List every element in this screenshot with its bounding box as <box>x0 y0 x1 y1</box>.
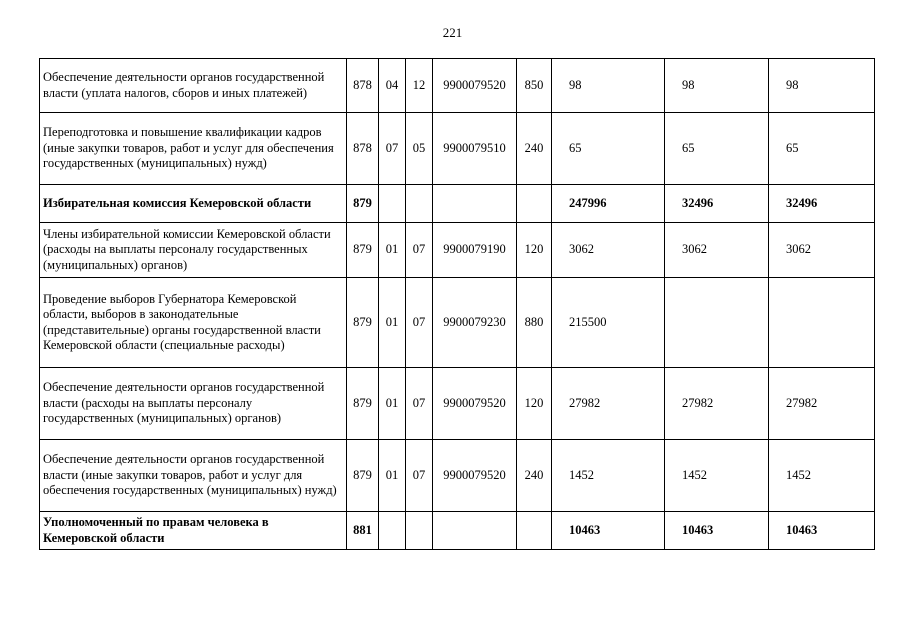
row-name-cell: Избирательная комиссия Кемеровской области <box>40 185 347 223</box>
table-row <box>40 223 875 278</box>
amount-year2-cell <box>665 278 769 368</box>
target-article-cell <box>433 185 517 223</box>
expense-type-cell <box>517 185 552 223</box>
expense-type-cell: 240 <box>517 113 552 185</box>
amount-year2-cell: 98 <box>665 59 769 113</box>
section-code-cell: 04 <box>379 59 406 113</box>
ministry-code-cell: 881 <box>347 512 379 550</box>
subsection-code-cell: 07 <box>406 440 433 512</box>
page-number: 221 <box>442 25 463 40</box>
table-row <box>40 512 875 550</box>
section-code-cell: 01 <box>379 278 406 368</box>
amount-year3-cell: 32496 <box>769 185 875 223</box>
row-name-cell: Уполномоченный по правам человека в Кемеровской области <box>40 512 347 550</box>
amount-year1-cell: 247996 <box>552 185 665 223</box>
amount-year3-cell: 65 <box>769 113 875 185</box>
row-name-cell: Проведение выборов Губернатора Кемеровской области, выборов в законодательные (представительные) органы государственной власти Кемеровской области (специальные расходы) <box>40 278 347 368</box>
table-row <box>40 185 875 223</box>
amount-year2-cell: 10463 <box>665 512 769 550</box>
subsection-code-cell <box>406 512 433 550</box>
ministry-code-cell: 879 <box>347 185 379 223</box>
target-article-cell <box>433 512 517 550</box>
ministry-code-cell: 879 <box>347 278 379 368</box>
row-name-cell: Обеспечение деятельности органов государственной власти (уплата налогов, сборов и иных платежей) <box>40 59 347 113</box>
amount-year3-cell: 27982 <box>769 368 875 440</box>
amount-year1-cell: 27982 <box>552 368 665 440</box>
section-code-cell: 01 <box>379 440 406 512</box>
row-name-cell: Обеспечение деятельности органов государственной власти (расходы на выплаты персоналу государственных (муниципальных) органов) <box>40 368 347 440</box>
table-row <box>40 59 875 113</box>
row-name-cell: Члены избирательной комиссии Кемеровской области (расходы на выплаты персоналу государственных (муниципальных) органов) <box>40 223 347 278</box>
amount-year3-cell: 98 <box>769 59 875 113</box>
amount-year1-cell: 1452 <box>552 440 665 512</box>
ministry-code-cell: 879 <box>347 223 379 278</box>
section-code-cell <box>379 512 406 550</box>
expense-type-cell <box>517 512 552 550</box>
section-code-cell: 01 <box>379 368 406 440</box>
ministry-code-cell: 878 <box>347 59 379 113</box>
amount-year2-cell: 3062 <box>665 223 769 278</box>
section-code-cell: 01 <box>379 223 406 278</box>
amount-year1-cell: 98 <box>552 59 665 113</box>
subsection-code-cell: 07 <box>406 223 433 278</box>
amount-year2-cell: 32496 <box>665 185 769 223</box>
expense-type-cell: 120 <box>517 223 552 278</box>
target-article-cell: 9900079520 <box>433 59 517 113</box>
ministry-code-cell: 878 <box>347 113 379 185</box>
amount-year1-cell: 65 <box>552 113 665 185</box>
target-article-cell: 9900079190 <box>433 223 517 278</box>
amount-year3-cell <box>769 278 875 368</box>
budget-table <box>39 58 875 550</box>
subsection-code-cell: 07 <box>406 278 433 368</box>
subsection-code-cell: 12 <box>406 59 433 113</box>
target-article-cell: 9900079510 <box>433 113 517 185</box>
expense-type-cell: 850 <box>517 59 552 113</box>
target-article-cell: 9900079520 <box>433 440 517 512</box>
section-code-cell <box>379 185 406 223</box>
amount-year1-cell: 215500 <box>552 278 665 368</box>
ministry-code-cell: 879 <box>347 368 379 440</box>
expense-type-cell: 880 <box>517 278 552 368</box>
subsection-code-cell: 05 <box>406 113 433 185</box>
amount-year2-cell: 65 <box>665 113 769 185</box>
table-row <box>40 440 875 512</box>
expense-type-cell: 240 <box>517 440 552 512</box>
amount-year2-cell: 27982 <box>665 368 769 440</box>
subsection-code-cell <box>406 185 433 223</box>
row-name-cell: Обеспечение деятельности органов государственной власти (иные закупки товаров, работ и услуг для обеспечения государственных (муниципальных) нужд) <box>40 440 347 512</box>
amount-year3-cell: 1452 <box>769 440 875 512</box>
target-article-cell: 9900079520 <box>433 368 517 440</box>
amount-year3-cell: 3062 <box>769 223 875 278</box>
table-row <box>40 113 875 185</box>
amount-year1-cell: 10463 <box>552 512 665 550</box>
section-code-cell: 07 <box>379 113 406 185</box>
amount-year3-cell: 10463 <box>769 512 875 550</box>
table-row <box>40 368 875 440</box>
table-row <box>40 278 875 368</box>
subsection-code-cell: 07 <box>406 368 433 440</box>
table-body <box>40 59 875 550</box>
amount-year2-cell: 1452 <box>665 440 769 512</box>
target-article-cell: 9900079230 <box>433 278 517 368</box>
ministry-code-cell: 879 <box>347 440 379 512</box>
row-name-cell: Переподготовка и повышение квалификации кадров (иные закупки товаров, работ и услуг для обеспечения государственных (муниципальных) нужд) <box>40 113 347 185</box>
expense-type-cell: 120 <box>517 368 552 440</box>
amount-year1-cell: 3062 <box>552 223 665 278</box>
